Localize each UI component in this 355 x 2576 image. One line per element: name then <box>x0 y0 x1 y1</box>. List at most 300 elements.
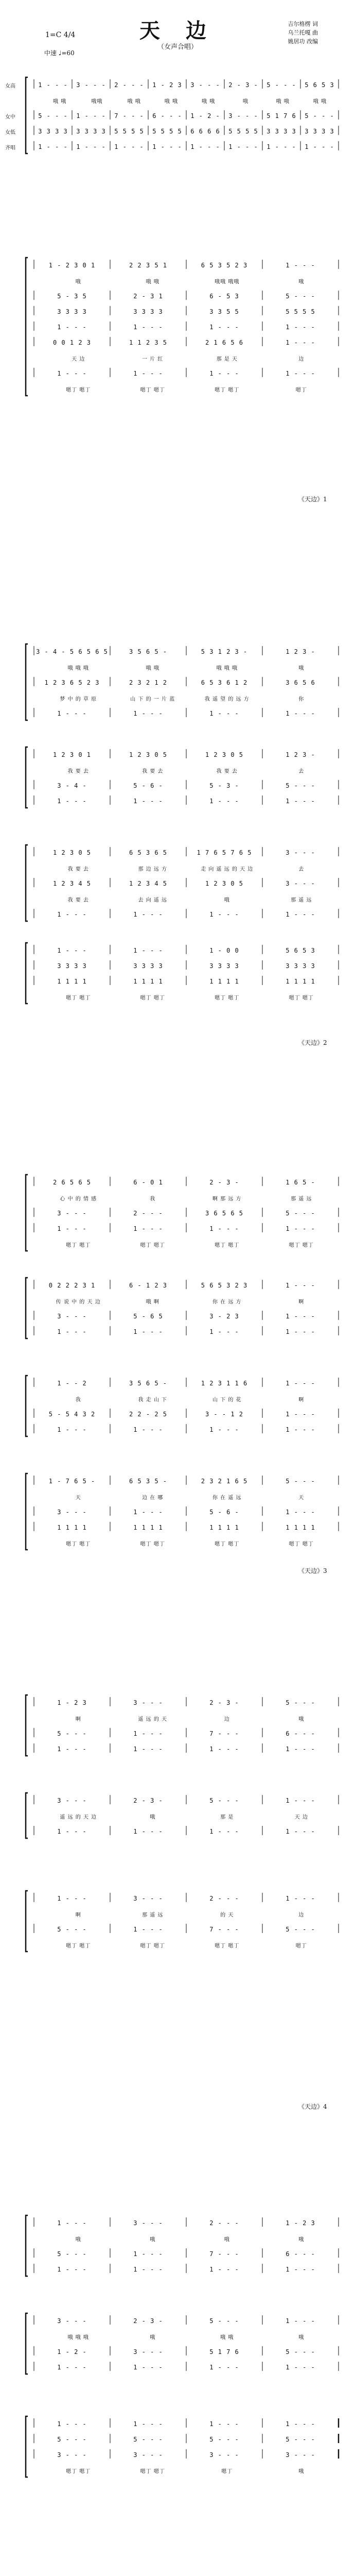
system-bracket <box>26 2416 28 2477</box>
lyric-text: 天 边 <box>294 1814 308 1820</box>
lyric-text: 我 要 去 <box>216 768 238 774</box>
lyric-text: 那 是 天 <box>216 356 238 362</box>
measure-notes: 1 - - - <box>286 798 315 805</box>
measure-notes: 5 - 6 - <box>209 1509 239 1516</box>
lyric-text: 边 <box>298 1912 305 1918</box>
measure-notes: 1 - - - <box>133 1225 163 1232</box>
composer-credit: 乌兰托嘎 曲 <box>288 29 318 36</box>
measure-notes: 6 - 5 3 <box>209 293 239 300</box>
lyric-text: 啊 <box>75 1716 81 1722</box>
measure-notes: 1 2 3 - <box>286 648 315 655</box>
notation-row <box>34 2262 339 2277</box>
measure-notes: 1 - - - <box>286 1509 315 1516</box>
notation-row <box>34 876 339 891</box>
measure-notes: 1 - - - <box>286 1328 315 1335</box>
lyric-row <box>41 2231 339 2246</box>
notation-row <box>34 943 339 958</box>
lyric-text: 那 遥 远 <box>291 897 312 903</box>
notation-row <box>34 2344 339 2360</box>
lyric-row <box>41 762 339 778</box>
lyric-text: 山 下 的 花 <box>212 1397 242 1403</box>
lyric-text: 我 要 去 <box>67 897 89 903</box>
measure-notes: 2 - 3 - <box>228 81 258 89</box>
lyric-text: 啊 <box>75 1912 81 1918</box>
measure-notes: 2 2 - 2 5 <box>129 1411 168 1418</box>
measure-notes: 1 - - - <box>133 911 163 918</box>
measure-notes: 5 5 5 5 <box>286 308 315 315</box>
measure-notes: 1 - - - <box>209 2364 239 2371</box>
lyric-text: 去 <box>298 768 305 774</box>
lyric-text: 嗯丁 嗯丁 <box>66 1943 91 1949</box>
measure-notes: 5 5 5 5 <box>228 128 258 135</box>
measure-notes: 5 - - - <box>305 112 334 120</box>
measure-notes: 0 0 1 2 3 <box>52 339 92 346</box>
lyric-text: 我 要 去 <box>142 768 164 774</box>
lyric-text: 哦 <box>298 2468 305 2475</box>
measure-notes: 1 - - - <box>209 1225 239 1232</box>
measure-notes: 3 3 3 3 <box>38 128 68 135</box>
lyric-text: 哦 哦 哦 <box>67 665 89 671</box>
measure-notes: 5 - 3 5 <box>57 293 87 300</box>
lyric-row <box>41 2463 339 2478</box>
lyric-text: 哦 哦 <box>313 98 327 105</box>
page-footer: 《天边》2 <box>298 1039 327 1046</box>
measure-notes: 3 - - - <box>286 2451 315 2459</box>
measure-notes: 1 - - - <box>114 143 144 150</box>
lyric-text: 嗯丁 嗯丁 <box>215 995 240 1001</box>
measure-notes: 5 6 5 3 2 3 <box>201 1282 248 1289</box>
lyric-text: 你 在 远 方 <box>212 1299 242 1305</box>
measure-notes: 1 - - - <box>209 2420 239 2428</box>
lyric-text: 哦 <box>298 665 305 671</box>
notation-row <box>34 304 339 319</box>
measure-notes: 1 - - - <box>133 1328 163 1335</box>
lyric-row <box>41 2329 339 2344</box>
measure-notes: 3 6 5 6 5 <box>205 1210 244 1217</box>
measure-notes: 1 - - - <box>209 324 239 331</box>
notation-row <box>34 1324 339 1340</box>
lyric-text: 天 边 <box>72 356 85 362</box>
lyric-text: 山 下 的 一 片 蓝 <box>130 696 175 702</box>
lyric-text: 边 在 哪 <box>142 1495 164 1501</box>
measure-notes: 1 - 2 3 <box>286 2219 315 2227</box>
lyric-text: 哦 哦 哦 <box>216 665 238 671</box>
measure-notes: 1 - - - <box>57 1328 87 1335</box>
measure-notes: 1 - - - <box>57 1745 87 1753</box>
lyric-text: 你 在 遥 远 <box>212 1495 242 1501</box>
measure-notes: 5 - - - <box>57 1926 87 1933</box>
measure-notes: 3 - - - <box>133 2348 163 2355</box>
lyric-text: 嗯丁 嗯丁 <box>289 995 314 1001</box>
measure-notes: 3 - - - <box>57 1313 87 1320</box>
lyric-text: 我 要 去 <box>67 866 89 872</box>
lyric-text: 嗯丁 嗯丁 <box>140 1943 165 1949</box>
measure-notes: 6 - 1 2 3 <box>129 1282 168 1289</box>
measure-notes: 1 - - - <box>305 143 334 150</box>
lyric-row <box>41 1808 339 1824</box>
measure-notes: 1 - - - <box>57 911 87 918</box>
lyric-text: 哦 <box>242 98 248 105</box>
tempo-marking: 中速 ♩=60 <box>44 49 75 57</box>
measure-notes: 1 - - - <box>57 1895 87 1902</box>
measure-notes: 5 5 5 5 <box>152 128 182 135</box>
measure-notes: 1 - - - <box>209 911 239 918</box>
measure-notes: 5 6 5 3 <box>286 947 315 954</box>
measure-notes: 1 1 1 1 <box>286 1524 315 1531</box>
system-bracket <box>26 943 28 1004</box>
notation-row <box>34 1793 339 1808</box>
measure-notes: 1 2 3 0 5 <box>205 880 244 887</box>
measure-notes: 1 - - - <box>57 324 87 331</box>
notation-row <box>34 366 339 381</box>
notation-row <box>34 1726 339 1741</box>
lyric-text: 嗯丁 嗯丁 <box>289 1541 314 1547</box>
system-bracket <box>26 1793 28 1838</box>
notation-row <box>34 1175 339 1190</box>
lyric-row <box>41 989 339 1005</box>
lyric-text: 嗯丁 嗯丁 <box>140 387 165 393</box>
measure-notes: 7 - - - <box>209 2250 239 2258</box>
system-bracket <box>26 1175 28 1251</box>
system-bracket <box>26 1695 28 1756</box>
measure-notes: 3 3 3 3 <box>209 962 239 970</box>
measure-notes: 6 5 3 5 - <box>129 1478 168 1485</box>
lyric-text: 哦哦 哦哦 <box>215 279 240 285</box>
measure-notes: 5 - - - <box>286 293 315 300</box>
measure-notes: 1 - - - <box>209 798 239 805</box>
measure-notes: 1 6 5 - <box>286 1179 315 1186</box>
measure-notes: 3 3 3 3 <box>267 128 296 135</box>
lyric-text: 那 遥 远 <box>291 1196 312 1202</box>
lyric-text: 嗯丁 <box>221 2468 233 2475</box>
lyric-text: 遥 远 的 天 边 <box>60 1814 97 1820</box>
measure-notes: 1 - - - <box>286 1225 315 1232</box>
lyric-text: 哦 哦 <box>127 98 141 105</box>
measure-notes: 1 - - - <box>57 2364 87 2371</box>
measure-notes: 6 - - - <box>286 2250 315 2258</box>
measure-notes: 2 - - - <box>209 2219 239 2227</box>
measure-notes: 1 - 2 - <box>57 2348 87 2355</box>
lyric-text: 哦 <box>298 2236 305 2243</box>
measure-notes: 5 - - - <box>286 1210 315 1217</box>
notation-row <box>34 1824 339 1839</box>
measure-notes: 3 6 5 6 <box>286 679 315 686</box>
lyric-text: 心 中 的 情 感 <box>60 1196 97 1202</box>
system-bracket <box>26 747 28 808</box>
lyric-text: 天 <box>75 1495 81 1501</box>
measure-notes: 2 - - - <box>114 81 144 89</box>
measure-notes: 1 - - - <box>133 1426 163 1433</box>
lyric-text: 的 天 <box>220 1912 234 1918</box>
measure-notes: 5 5 5 5 <box>114 128 144 135</box>
measure-notes: 3 - - - <box>228 112 258 120</box>
measure-notes: 5 - - - <box>209 2436 239 2443</box>
system-bracket <box>26 2215 28 2276</box>
measure-notes: 1 - - - <box>133 2250 163 2258</box>
notation-row <box>34 845 339 860</box>
lyric-row <box>41 891 339 907</box>
lyric-text: 哦 <box>150 2334 156 2341</box>
measure-notes: 1 1 1 1 <box>133 978 163 985</box>
measure-notes: 1 1 1 1 <box>57 978 87 985</box>
measure-notes: 1 - - - <box>286 1313 315 1320</box>
notation-row <box>34 974 339 989</box>
measure-notes: 3 - 2 3 <box>209 1313 239 1320</box>
measure-notes: 3 - - - <box>57 2451 87 2459</box>
lyric-row <box>41 1535 339 1551</box>
measure-notes: 1 7 6 5 7 6 5 <box>197 849 252 856</box>
lyric-row <box>41 350 339 366</box>
measure-notes: 1 - - - <box>133 1926 163 1933</box>
measure-notes: 6 6 6 6 <box>190 128 220 135</box>
measure-notes: 1 2 3 - <box>286 751 315 758</box>
lyric-row <box>41 1937 339 1953</box>
measure-notes: 5 - - - <box>286 1699 315 1706</box>
measure-notes: 5 - - - <box>209 1797 239 1804</box>
measure-notes: 1 - - - <box>57 2420 87 2428</box>
measure-notes: 1 - - - <box>286 1828 315 1835</box>
lyric-row <box>41 381 339 397</box>
lyric-text: 哦 哦 <box>146 665 159 671</box>
measure-notes: 1 - 2 - <box>190 112 220 120</box>
notation-row <box>34 1741 339 1757</box>
measure-notes: 3 - - 1 2 <box>205 1411 244 1418</box>
measure-notes: 2 - 3 1 <box>133 293 163 300</box>
measure-notes: 5 - - - <box>133 2436 163 2443</box>
notation-row <box>34 2215 339 2231</box>
lyric-row <box>41 860 339 876</box>
measure-notes: 1 - - - <box>76 112 106 120</box>
measure-notes: 3 3 3 3 <box>57 308 87 315</box>
part-label: 女高 <box>5 83 15 89</box>
notation-row <box>34 1206 339 1221</box>
lyric-text: 哦 <box>150 1814 156 1820</box>
measure-notes: 5 - 3 - <box>209 782 239 789</box>
lyric-text: 嗯丁 嗯丁 <box>66 995 91 1001</box>
lyric-text: 天 <box>298 1495 305 1501</box>
measure-notes: 3 - - - <box>76 81 106 89</box>
measure-notes: 5 - 5 4 3 2 <box>48 1411 96 1418</box>
notation-row <box>34 258 339 273</box>
notation-row <box>34 793 339 809</box>
measure-notes: 1 - 0 0 <box>209 947 239 954</box>
measure-notes: 1 - - - <box>133 947 163 954</box>
measure-notes: 1 2 3 0 1 <box>52 751 92 758</box>
measure-notes: 1 - - - <box>209 1745 239 1753</box>
lyric-text: 哦 哦 <box>164 98 178 105</box>
lyric-text: 那 是 <box>220 1814 234 1820</box>
measure-notes: 1 - - - <box>133 710 163 717</box>
measure-notes: 3 - - - <box>57 1797 87 1804</box>
measure-notes: 2 3 2 1 2 <box>129 679 168 686</box>
measure-notes: 0 2 2 2 3 1 <box>48 1282 96 1289</box>
lyric-text: 去 向 遥 远 <box>138 897 168 903</box>
lyric-text: 嗯丁 <box>295 1943 307 1949</box>
measure-notes: 1 - - - <box>286 370 315 377</box>
system-bracket <box>26 2313 28 2374</box>
notation-row <box>34 778 339 793</box>
measure-notes: 1 - - - <box>286 911 315 918</box>
measure-notes: 1 - - - <box>286 2317 315 2325</box>
part-label: 齐唱 <box>5 145 15 151</box>
measure-notes: 1 1 1 1 <box>133 1524 163 1531</box>
lyric-text: 哦 哦 <box>53 98 67 105</box>
measure-notes: 3 5 6 5 - <box>129 648 168 655</box>
lyric-text: 嗯丁 <box>295 387 307 393</box>
page-footer: 《天边》3 <box>298 1567 327 1574</box>
lyric-text: 嗯丁 嗯丁 <box>140 2468 165 2475</box>
notation-row <box>34 1695 339 1710</box>
measure-notes: 3 3 3 3 <box>286 962 315 970</box>
key-signature: 1=C 4/4 <box>45 31 76 39</box>
measure-notes: 5 - - - <box>267 81 296 89</box>
measure-notes: 1 - - - <box>133 1730 163 1737</box>
measure-notes: 1 - - - <box>228 143 258 150</box>
measure-notes: 1 - - - <box>209 2266 239 2273</box>
measure-notes: 1 2 3 1 1 6 <box>201 1380 248 1387</box>
lyric-row <box>41 93 339 108</box>
notation-row <box>5 77 339 93</box>
measure-notes: 3 5 6 5 - <box>129 1380 168 1387</box>
measure-notes: 1 - - - <box>209 370 239 377</box>
lyric-text: 哦 <box>150 2236 156 2243</box>
measure-notes: 2 - 3 - <box>209 1179 239 1186</box>
measure-notes: 3 3 3 3 <box>305 128 334 135</box>
lyric-text: 哦 哦 <box>220 2334 234 2341</box>
part-label: 女低 <box>5 129 15 135</box>
lyric-text: 嗯丁 嗯丁 <box>140 995 165 1001</box>
notation-row <box>34 1922 339 1937</box>
lyric-text: 哦 <box>75 2236 81 2243</box>
measure-notes: 1 - - - <box>286 1411 315 1418</box>
lyric-row <box>41 273 339 289</box>
lyric-text: 哦 啊 <box>146 1299 159 1305</box>
system-bracket <box>26 1376 28 1436</box>
notation-row <box>34 1504 339 1520</box>
measure-notes: 1 - - - <box>57 947 87 954</box>
measure-notes: 1 2 3 0 5 <box>52 849 92 856</box>
measure-notes: 1 2 3 0 5 <box>205 751 244 758</box>
measure-notes: 1 - - - <box>209 1328 239 1335</box>
part-label: 女中 <box>5 114 15 120</box>
notation-row <box>34 958 339 974</box>
lyric-text: 边 <box>298 356 305 362</box>
measure-notes: 2 - 3 - <box>209 1699 239 1706</box>
notation-row <box>5 124 339 139</box>
measure-notes: 3 - - - <box>209 2451 239 2459</box>
measure-notes: 5 - - - <box>57 2436 87 2443</box>
lyric-text: 嗯丁 嗯丁 <box>66 1541 91 1547</box>
measure-notes: 3 3 3 3 <box>133 308 163 315</box>
measure-notes: 1 - - - <box>133 324 163 331</box>
measure-notes: 1 - - - <box>209 1828 239 1835</box>
measure-notes: 2 2 3 5 1 <box>129 262 168 269</box>
lyric-row <box>41 690 339 706</box>
measure-notes: 3 3 3 3 <box>57 962 87 970</box>
measure-notes: 7 - - - <box>209 1926 239 1933</box>
measure-notes: 3 - - - <box>286 880 315 887</box>
notation-row <box>34 289 339 304</box>
measure-notes: 6 - 0 1 <box>133 1179 163 1186</box>
measure-notes: 1 - - - <box>133 1745 163 1753</box>
measure-notes: 1 - - - <box>57 1426 87 1433</box>
lyric-text: 去 <box>298 866 305 872</box>
measure-notes: 3 - - - <box>133 1895 163 1902</box>
measure-notes: 1 - - - <box>190 143 220 150</box>
lyric-text: 啊 <box>298 1299 305 1305</box>
measure-notes: 6 - - - <box>286 1730 315 1737</box>
measure-notes: 1 - - 2 <box>57 1380 87 1387</box>
notation-row <box>5 139 339 155</box>
measure-notes: 1 - - - <box>152 143 182 150</box>
measure-notes: 1 - - - <box>267 143 296 150</box>
measure-notes: 2 - 3 - <box>133 2317 163 2325</box>
measure-notes: 1 - - - <box>286 339 315 346</box>
measure-notes: 6 - - - <box>152 112 182 120</box>
measure-notes: 5 1 7 6 <box>209 2348 239 2355</box>
lyric-text: 我 <box>75 1397 81 1403</box>
measure-notes: 1 - - - <box>286 2266 315 2273</box>
measure-notes: 1 - - - <box>133 2364 163 2371</box>
measure-notes: 5 3 1 2 3 - <box>201 648 248 655</box>
measure-notes: 1 - - - <box>57 798 87 805</box>
measure-notes: 3 - - - <box>57 1210 87 1217</box>
lyric-text: 走 向 遥 远 的 天 边 <box>201 866 254 872</box>
measure-notes: 1 - 7 6 5 - <box>48 1478 96 1485</box>
arranger-credit: 姚居功 改编 <box>288 38 318 45</box>
measure-notes: 1 1 1 1 <box>57 1524 87 1531</box>
notation-row <box>34 319 339 335</box>
measure-notes: 1 - 2 3 0 1 <box>48 262 96 269</box>
measure-notes: 1 - - - <box>286 262 315 269</box>
measure-notes: 3 - - - <box>286 849 315 856</box>
lyric-text: 哦 <box>224 897 230 903</box>
lyric-text: 嗯丁 嗯丁 <box>66 2468 91 2475</box>
measure-notes: 1 - - - <box>133 1509 163 1516</box>
measure-notes: 5 - - - <box>286 782 315 789</box>
notation-row <box>34 1473 339 1489</box>
measure-notes: 5 - 6 5 <box>133 1313 163 1320</box>
notation-row <box>34 1520 339 1535</box>
lyric-text: 哦 哦 <box>276 98 290 105</box>
lyric-row <box>41 1906 339 1922</box>
measure-notes: 1 - - - <box>57 2266 87 2273</box>
measure-notes: 1 - - - <box>57 1225 87 1232</box>
measure-notes: 7 - - - <box>209 1730 239 1737</box>
measure-notes: 3 3 3 3 <box>76 128 106 135</box>
notation-row <box>34 907 339 922</box>
system-bracket <box>26 1278 28 1338</box>
measure-notes: 3 - - - <box>133 1699 163 1706</box>
measure-notes: 6 5 3 5 2 3 <box>201 262 248 269</box>
measure-notes: 1 - - - <box>38 81 68 89</box>
lyric-text: 那 遥 远 <box>142 1912 164 1918</box>
measure-notes: 5 - - - <box>286 1926 315 1933</box>
lyric-text: 你 <box>298 696 305 702</box>
measure-notes: 1 - - - <box>286 324 315 331</box>
notation-row <box>34 2416 339 2432</box>
notation-row <box>34 1221 339 1236</box>
measure-notes: 2 6 5 6 5 <box>52 1179 92 1186</box>
lyric-text: 哦 哦 <box>146 279 159 285</box>
measure-notes: 3 - - - <box>133 2451 163 2459</box>
measure-notes: 1 - - - <box>209 1426 239 1433</box>
notation-row <box>34 644 339 659</box>
measure-notes: 5 - - - <box>286 2348 315 2355</box>
page-footer: 《天边》1 <box>298 496 327 503</box>
measure-notes: 3 - - - <box>133 2219 163 2227</box>
measure-notes: 5 - 6 - <box>133 782 163 789</box>
